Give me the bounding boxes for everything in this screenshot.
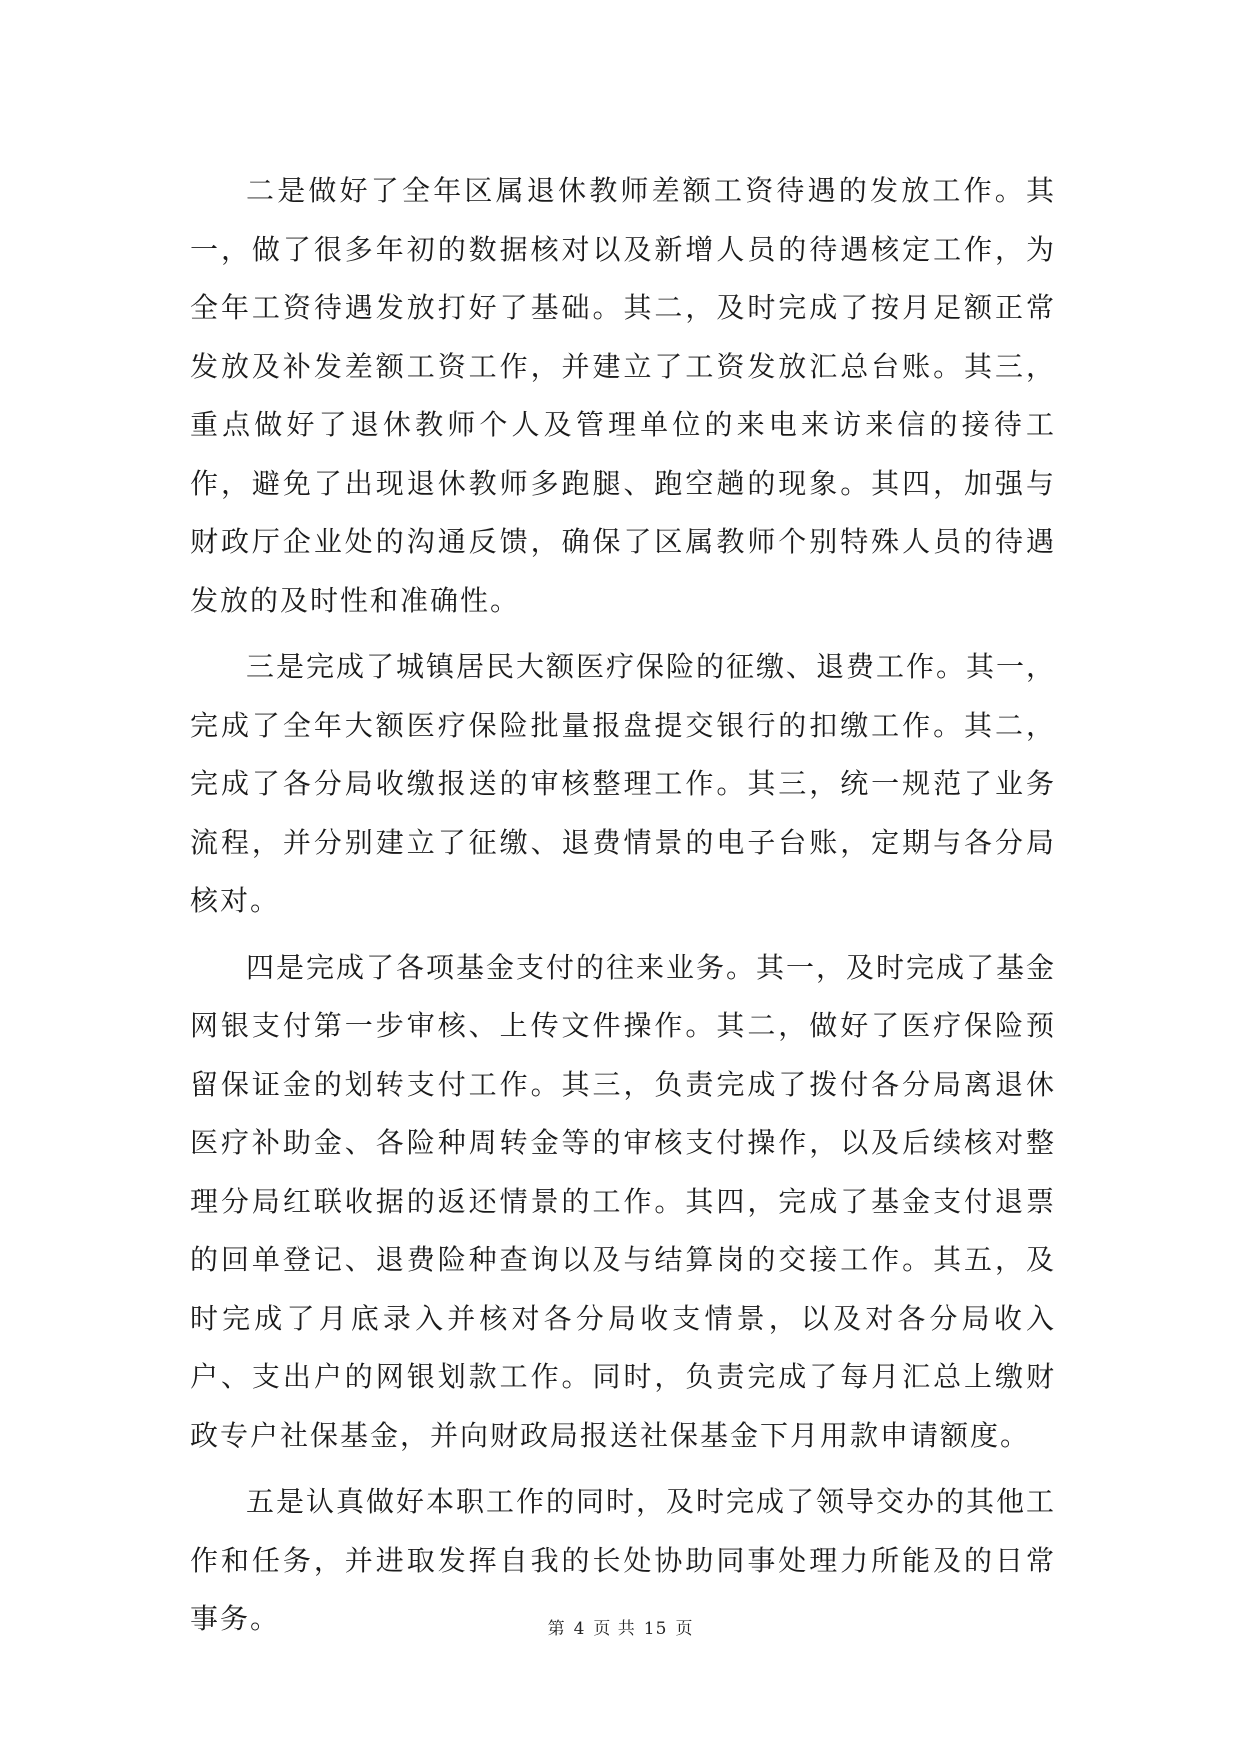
footer-prefix: 第 — [547, 1619, 566, 1639]
footer-middle: 页 共 — [593, 1619, 636, 1639]
paragraph-retired-teacher-wages: 二是做好了全年区属退休教师差额工资待遇的发放工作。其一，做了很多年初的数据核对以及新增人员的待遇核定工作，为全年工资待遇发放打好了基础。其二，及时完成了按月足额正常发放及补发差额工资工作，并建立了工资发放汇总台账。其三，重点做好了退休教师个人及管理单位的来电来访来信的接待工作，避免了出现退休教师多跑腿、跑空趟的现象。其四，加强与财政厅企业处的沟通反馈，确保了区属教师个别特殊人员的待遇发放的及时性和准确性。 — [190, 174, 1056, 617]
page-footer — [0, 1614, 1241, 1639]
footer-suffix: 页 — [675, 1619, 694, 1639]
document-body — [190, 162, 1056, 1657]
paragraph-medical-insurance-collection: 三是完成了城镇居民大额医疗保险的征缴、退费工作。其一，完成了全年大额医疗保险批量报盘提交银行的扣缴工作。其二，完成了各分局收缴报送的审核整理工作。其三，统一规范了业务流程，并分别建立了征缴、退费情景的电子台账，定期与各分局核对。 — [190, 650, 1057, 917]
footer-current-page: 4 — [573, 1619, 586, 1639]
paragraph-other-duties: 五是认真做好本职工作的同时，及时完成了领导交办的其他工作和任务，并进取发挥自我的长处协助同事处理力所能及的日常事务。 — [190, 1485, 1057, 1635]
footer-total-pages: 15 — [643, 1619, 668, 1639]
paragraph-fund-payments: 四是完成了各项基金支付的往来业务。其一，及时完成了基金网银支付第一步审核、上传文件操作。其二，做好了医疗保险预留保证金的划转支付工作。其三，负责完成了拨付各分局离退休医疗补助金、各险种周转金等的审核支付操作，以及后续核对整理分局红联收据的返还情景的工作。其四，完成了基金支付退票的回单登记、退费险种查询以及与结算岗的交接工作。其五，及时完成了月底录入并核对各分局收支情景，以及对各分局收入户、支出户的网银划款工作。同时，负责完成了每月汇总上缴财政专户社保基金，并向财政局报送社保基金下月用款申请额度。 — [190, 950, 1057, 1452]
